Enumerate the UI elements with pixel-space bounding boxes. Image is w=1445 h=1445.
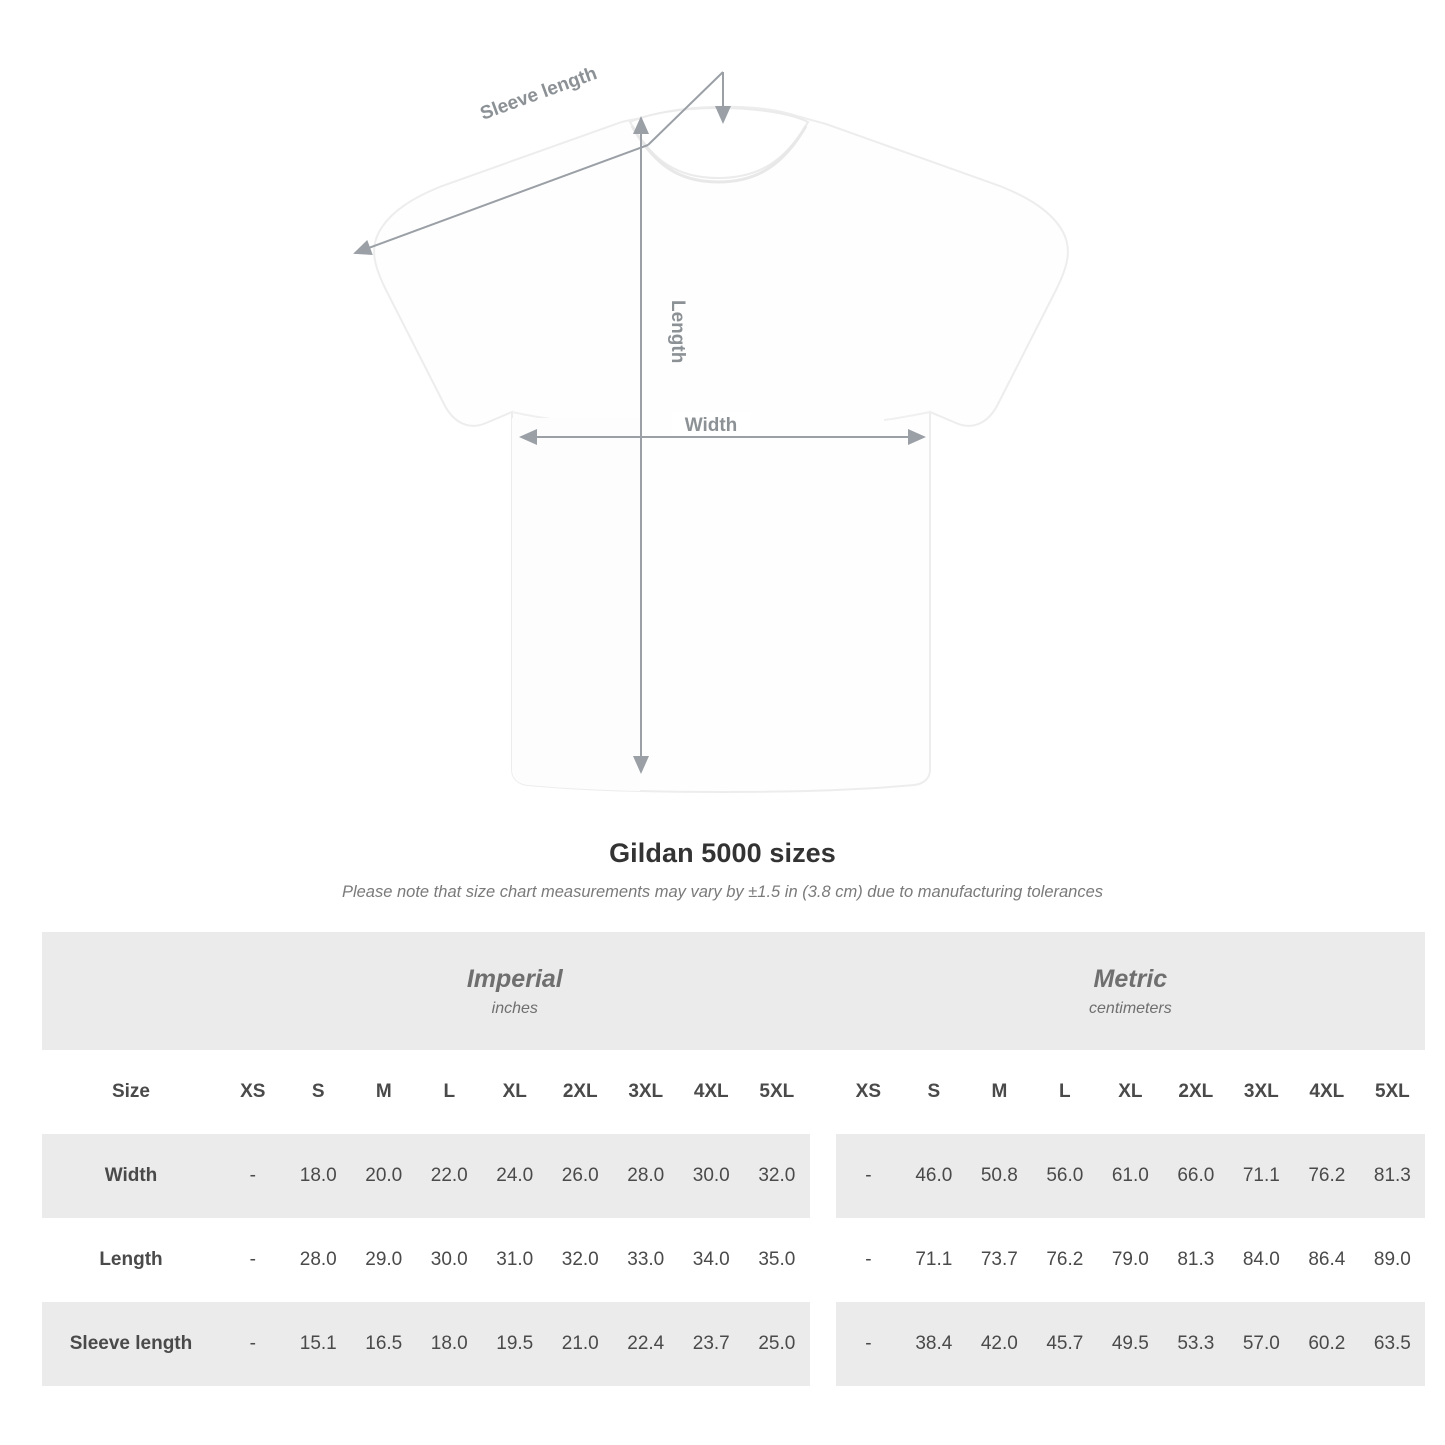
cell-sleeve-in-5xl: 25.0 (744, 1302, 810, 1386)
cell-length-cm-3xl: 84.0 (1229, 1218, 1295, 1302)
row-label-width: Width (42, 1134, 220, 1218)
cell-sleeve-in-m: 16.5 (351, 1302, 417, 1386)
cell-length-cm-s: 71.1 (901, 1218, 967, 1302)
cell-width-cm-3xl: 71.1 (1229, 1134, 1295, 1218)
size-header-metric-xs: XS (836, 1050, 902, 1134)
cell-sleeve-in-s: 15.1 (286, 1302, 352, 1386)
size-header-imperial-xs: XS (220, 1050, 286, 1134)
size-table-wrapper (0, 932, 1445, 1386)
size-header-imperial-m: M (351, 1050, 417, 1134)
cell-width-in-m: 20.0 (351, 1134, 417, 1218)
cell-width-in-xl: 24.0 (482, 1134, 548, 1218)
unit-header-gap (810, 932, 836, 1050)
size-header-metric-s: S (901, 1050, 967, 1134)
size-header-gap (810, 1050, 836, 1134)
unit-sub-metric: centimeters (1089, 1000, 1172, 1017)
cell-sleeve-cm-xs: - (836, 1302, 902, 1386)
size-header-row (42, 1050, 1425, 1134)
cell-width-cm-xl: 61.0 (1098, 1134, 1164, 1218)
row-gap-sleeve (810, 1302, 836, 1386)
cell-width-in-xs: - (220, 1134, 286, 1218)
width-label: Width (684, 415, 738, 436)
cell-sleeve-in-l: 18.0 (417, 1302, 483, 1386)
cell-length-in-s: 28.0 (286, 1218, 352, 1302)
cell-length-in-l: 30.0 (417, 1218, 483, 1302)
sleeve-length-label: Sleeve length (477, 63, 600, 125)
size-header-metric-l: L (1032, 1050, 1098, 1134)
cell-sleeve-cm-2xl: 53.3 (1163, 1302, 1229, 1386)
cell-sleeve-cm-m: 42.0 (967, 1302, 1033, 1386)
cell-width-cm-xs: - (836, 1134, 902, 1218)
cell-length-in-xs: - (220, 1218, 286, 1302)
unit-name-imperial: Imperial (466, 965, 563, 993)
cell-width-cm-4xl: 76.2 (1294, 1134, 1360, 1218)
row-label-sleeve-length: Sleeve length (42, 1302, 220, 1386)
size-header-metric-4xl: 4XL (1294, 1050, 1360, 1134)
cell-length-in-2xl: 32.0 (548, 1218, 614, 1302)
cell-width-in-2xl: 26.0 (548, 1134, 614, 1218)
cell-width-in-l: 22.0 (417, 1134, 483, 1218)
row-gap-width (810, 1134, 836, 1218)
cell-length-cm-4xl: 86.4 (1294, 1218, 1360, 1302)
tshirt-graphic (374, 107, 1068, 792)
size-header-label: Size (42, 1050, 220, 1134)
cell-length-in-3xl: 33.0 (613, 1218, 679, 1302)
cell-width-cm-l: 56.0 (1032, 1134, 1098, 1218)
cell-width-cm-s: 46.0 (901, 1134, 967, 1218)
unit-header-metric (836, 932, 1426, 1050)
cell-width-in-4xl: 30.0 (679, 1134, 745, 1218)
cell-width-cm-5xl: 81.3 (1360, 1134, 1426, 1218)
size-header-metric-xl: XL (1098, 1050, 1164, 1134)
unit-header-row (42, 932, 1425, 1050)
cell-sleeve-cm-xl: 49.5 (1098, 1302, 1164, 1386)
size-header-imperial-4xl: 4XL (679, 1050, 745, 1134)
cell-length-in-4xl: 34.0 (679, 1218, 745, 1302)
cell-length-cm-2xl: 81.3 (1163, 1218, 1229, 1302)
cell-width-cm-m: 50.8 (967, 1134, 1033, 1218)
size-header-metric-3xl: 3XL (1229, 1050, 1295, 1134)
cell-length-in-5xl: 35.0 (744, 1218, 810, 1302)
cell-sleeve-in-xs: - (220, 1302, 286, 1386)
page-title: Gildan 5000 sizes (609, 838, 836, 868)
cell-length-cm-l: 76.2 (1032, 1218, 1098, 1302)
table-row-length (42, 1218, 1425, 1302)
cell-sleeve-in-xl: 19.5 (482, 1302, 548, 1386)
unit-name-metric: Metric (1093, 965, 1168, 993)
table-row-sleeve-length (42, 1302, 1425, 1386)
size-header-imperial-2xl: 2XL (548, 1050, 614, 1134)
cell-length-cm-xs: - (836, 1218, 902, 1302)
cell-length-cm-m: 73.7 (967, 1218, 1033, 1302)
length-label: Length (667, 300, 688, 364)
size-header-imperial-xl: XL (482, 1050, 548, 1134)
row-gap-length (810, 1218, 836, 1302)
cell-width-in-s: 18.0 (286, 1134, 352, 1218)
cell-width-in-5xl: 32.0 (744, 1134, 810, 1218)
cell-sleeve-cm-3xl: 57.0 (1229, 1302, 1295, 1386)
cell-sleeve-in-4xl: 23.7 (679, 1302, 745, 1386)
cell-length-cm-xl: 79.0 (1098, 1218, 1164, 1302)
cell-length-in-xl: 31.0 (482, 1218, 548, 1302)
size-header-imperial-3xl: 3XL (613, 1050, 679, 1134)
unit-header-spacer (42, 932, 220, 1050)
size-header-imperial-l: L (417, 1050, 483, 1134)
table-row-width (42, 1134, 1425, 1218)
cell-sleeve-in-3xl: 22.4 (613, 1302, 679, 1386)
cell-sleeve-in-2xl: 21.0 (548, 1302, 614, 1386)
unit-header-imperial (220, 932, 810, 1050)
cell-width-cm-2xl: 66.0 (1163, 1134, 1229, 1218)
size-header-imperial-s: S (286, 1050, 352, 1134)
size-header-metric-5xl: 5XL (1360, 1050, 1426, 1134)
size-table (42, 932, 1425, 1386)
unit-sub-imperial: inches (491, 1000, 538, 1017)
cell-sleeve-cm-5xl: 63.5 (1360, 1302, 1426, 1386)
size-header-metric-m: M (967, 1050, 1033, 1134)
cell-width-in-3xl: 28.0 (613, 1134, 679, 1218)
row-label-length: Length (42, 1218, 220, 1302)
cell-length-in-m: 29.0 (351, 1218, 417, 1302)
cell-sleeve-cm-4xl: 60.2 (1294, 1302, 1360, 1386)
cell-sleeve-cm-s: 38.4 (901, 1302, 967, 1386)
cell-length-cm-5xl: 89.0 (1360, 1218, 1426, 1302)
measurement-note: Please note that size chart measurements may vary by ±1.5 in (3.8 cm) due to manufacturing tolerances (341, 883, 1104, 901)
size-header-metric-2xl: 2XL (1163, 1050, 1229, 1134)
cell-sleeve-cm-l: 45.7 (1032, 1302, 1098, 1386)
size-header-imperial-5xl: 5XL (744, 1050, 810, 1134)
